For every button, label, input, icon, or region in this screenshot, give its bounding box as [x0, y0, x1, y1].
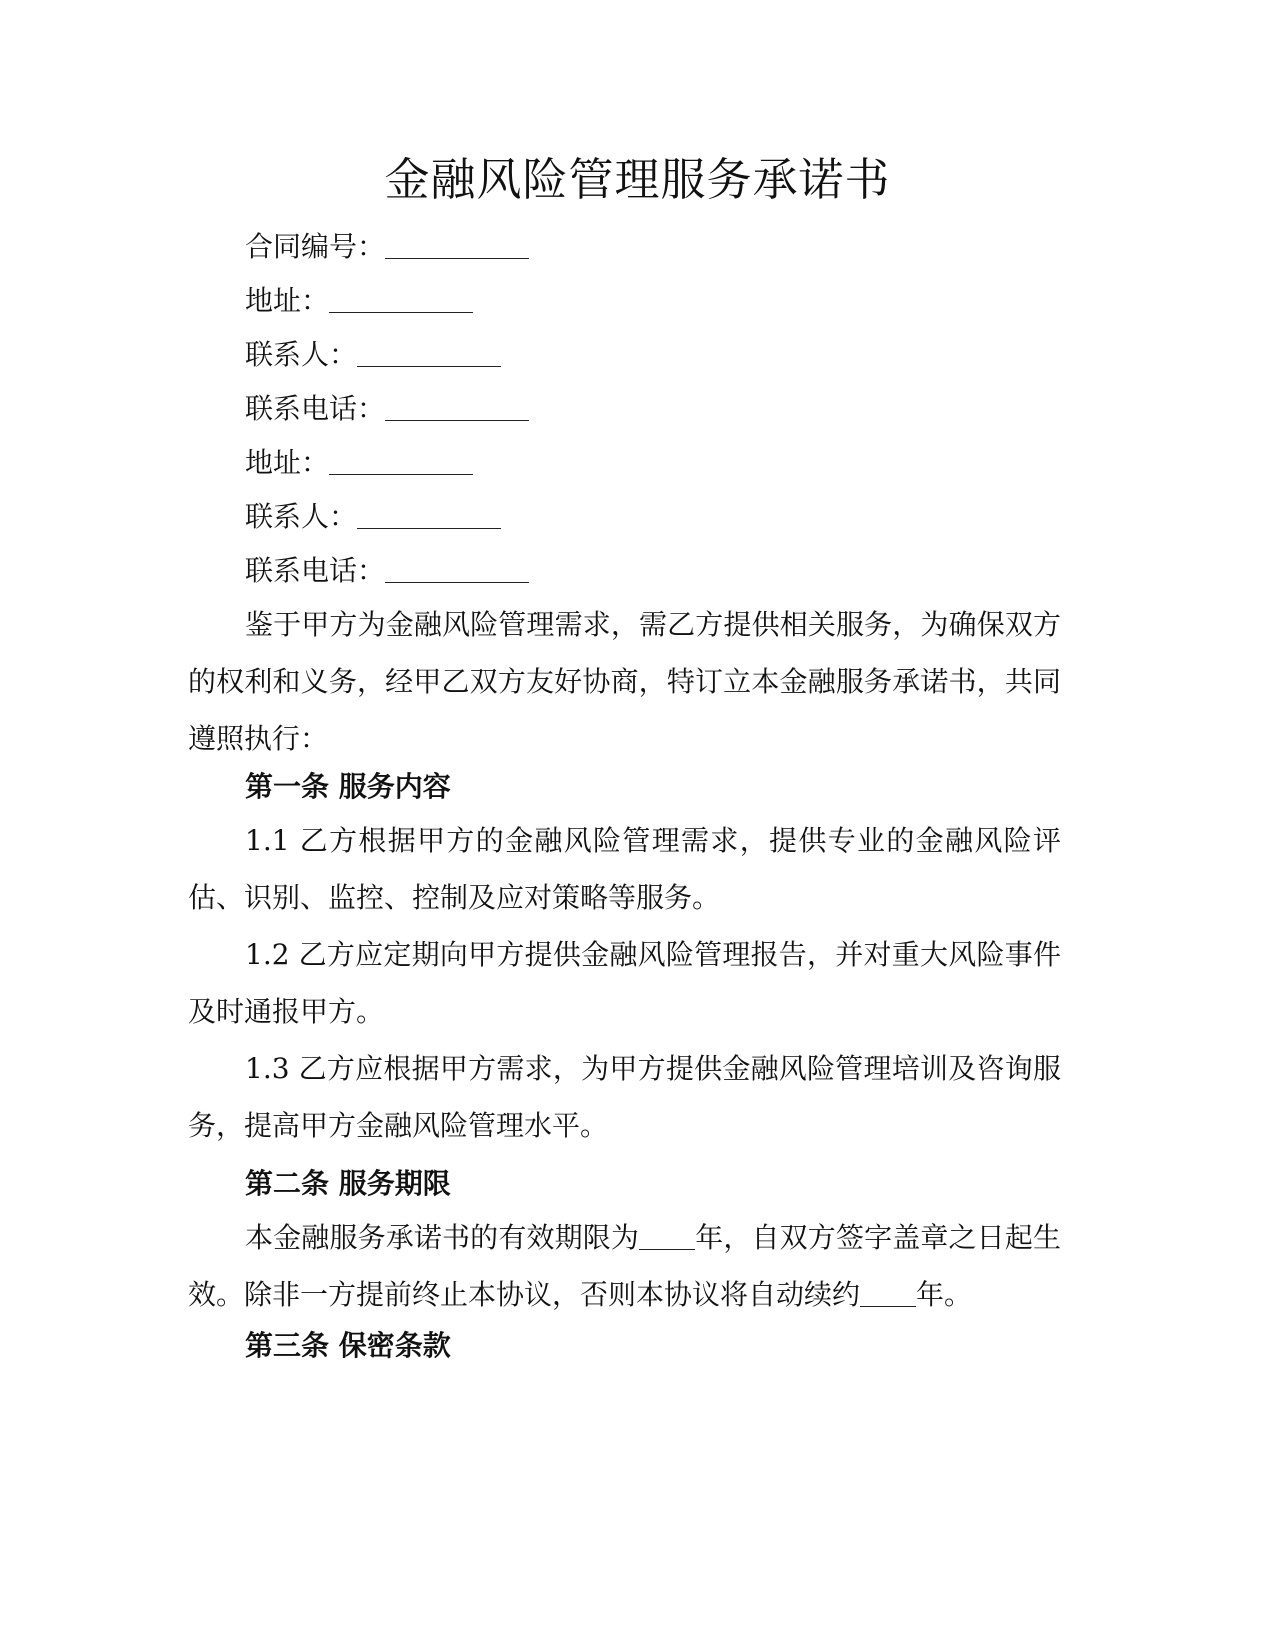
article-1-heading: 第一条 服务内容 — [245, 770, 451, 803]
field-label: 地址： — [245, 284, 330, 317]
party-b-contact-field — [245, 497, 501, 537]
article-3-heading: 第三条 保密条款 — [245, 1329, 451, 1362]
party-a-contact-field — [245, 335, 501, 375]
field-label: 联系人： — [245, 500, 358, 533]
article-2-paragraph — [188, 1209, 1061, 1323]
contract-number-blank — [385, 228, 529, 259]
intro-paragraph: 鉴于甲方为金融风险管理需求，需乙方提供相关服务，为确保双方的权利和义务，经甲乙双方友好协商，特订立本金融服务承诺书，共同遵照执行： — [188, 608, 1061, 755]
party-a-address-blank — [329, 282, 473, 313]
party-a-phone-field — [245, 389, 529, 429]
field-label: 合同编号： — [245, 230, 386, 263]
field-label: 联系电话： — [245, 554, 386, 587]
field-label: 地址： — [245, 446, 330, 479]
clause-1-2: 1.2 乙方应定期向甲方提供金融风险管理报告，并对重大风险事件及时通报甲方。 — [188, 938, 1061, 1028]
party-a-contact-blank — [357, 336, 501, 367]
party-a-phone-blank — [385, 390, 529, 421]
document-title: 金融风险管理服务承诺书 — [384, 153, 891, 206]
clause-1-1: 1.1 乙方根据甲方的金融风险管理需求，提供专业的金融风险评估、识别、监控、控制及应对策略等服务。 — [188, 824, 1061, 914]
term-text-part3: 年。 — [916, 1278, 973, 1311]
party-a-address-field — [245, 281, 473, 321]
party-b-address-field — [245, 443, 473, 483]
party-b-phone-field — [245, 551, 529, 591]
term-years-blank — [639, 1221, 695, 1250]
clause-1-3: 1.3 乙方应根据甲方需求，为甲方提供金融风险管理培训及咨询服务，提高甲方金融风险管理水平。 — [188, 1052, 1061, 1142]
term-text-part2: 年，自双方签字盖章之日起生效。除非一方提前终止本协议，否则本协议将自动续约 — [188, 1221, 1061, 1311]
party-b-contact-blank — [357, 498, 501, 529]
contract-number-field — [245, 227, 529, 267]
article-2-heading: 第二条 服务期限 — [245, 1167, 451, 1200]
party-b-phone-blank — [385, 552, 529, 583]
party-b-address-blank — [329, 444, 473, 475]
field-label: 联系人： — [245, 338, 358, 371]
term-text-part1: 本金融服务承诺书的有效期限为 — [245, 1221, 640, 1254]
field-label: 联系电话： — [245, 392, 386, 425]
renewal-years-blank — [860, 1278, 916, 1307]
